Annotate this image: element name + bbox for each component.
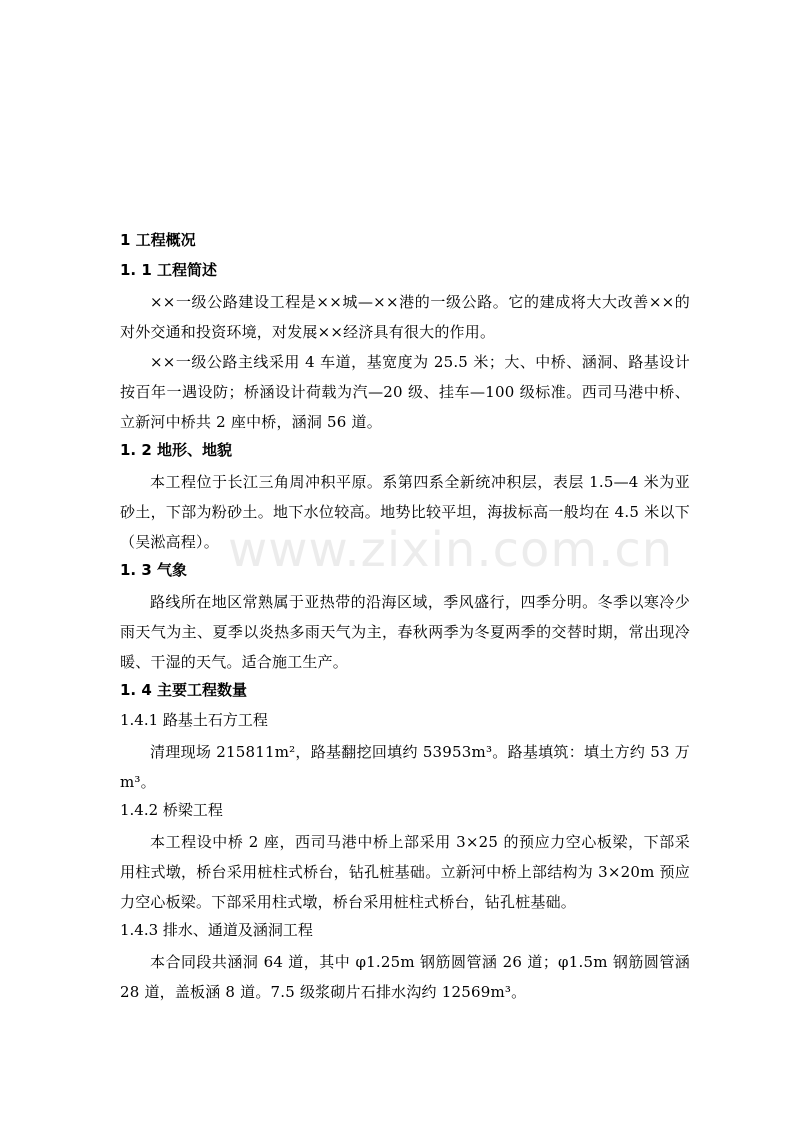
heading-1: 1 工程概况 — [120, 231, 196, 249]
para-1-3: 路线所在地区常熟属于亚热带的沿海区域，季风盛行，四季分明。冬季以寒冷少雨天气为主、夏季以炎热多雨天气为主，春秋两季为冬夏两季的交替时期，常出现冷暖、干湿的天气。适合施工生产。 — [120, 593, 690, 671]
heading-1-4-2: 1.4.2 桥梁工程 — [120, 801, 223, 819]
heading-1-3: 1. 3 气象 — [120, 561, 188, 579]
para-1-1-a: ××一级公路建设工程是××城—××港的一级公路。它的建成将大大改善××的对外交通和投资环境，对发展××经济具有很大的作用。 — [120, 293, 690, 341]
heading-1-1: 1. 1 工程简述 — [120, 261, 218, 279]
para-1-4-1: 清理现场 215811m²，路基翻挖回填约 53953m³。路基填筑：填土方约 53 万m³。 — [120, 743, 690, 791]
heading-1-4-1: 1.4.1 路基土石方工程 — [120, 711, 268, 729]
para-1-1-b: ××一级公路主线采用 4 车道，基宽度为 25.5 米；大、中桥、涵洞、路基设计按百年一遇设防；桥涵设计荷载为汽—20 级、挂车—100 级标准。西司马港中桥、立新河中桥共 2 座中桥，涵洞 56 道。 — [120, 353, 690, 431]
para-1-4-2: 本工程设中桥 2 座，西司马港中桥上部采用 3×25 的预应力空心板梁，下部采用柱式墩，桥台采用桩柱式桥台，钻孔桩基础。立新河中桥上部结构为 3×20m 预应力空心板梁。下部采用柱式墩，桥台采用桩柱式桥台，钻孔桩基础。 — [120, 833, 690, 911]
heading-1-2: 1. 2 地形、地貌 — [120, 441, 233, 459]
para-1-2: 本工程位于长江三角周冲积平原。系第四系全新统冲积层，表层 1.5—4 米为亚砂土，下部为粉砂土。地下水位较高。地势比较平坦，海拔标高一般均在 4.5 米以下（吴淞高程）。 — [120, 473, 690, 551]
para-1-4-3: 本合同段共涵洞 64 道，其中 φ1.25m 钢筋圆管涵 26 道；φ1.5m 钢筋圆管涵 28 道，盖板涵 8 道。7.5 级浆砌片石排水沟约 12569m³。 — [120, 953, 690, 1001]
watermark: www.zixin.com.cn — [228, 522, 674, 578]
heading-1-4-3: 1.4.3 排水、通道及涵洞工程 — [120, 921, 313, 939]
document-body — [120, 227, 690, 1007]
heading-1-4: 1. 4 主要工程数量 — [120, 681, 248, 699]
